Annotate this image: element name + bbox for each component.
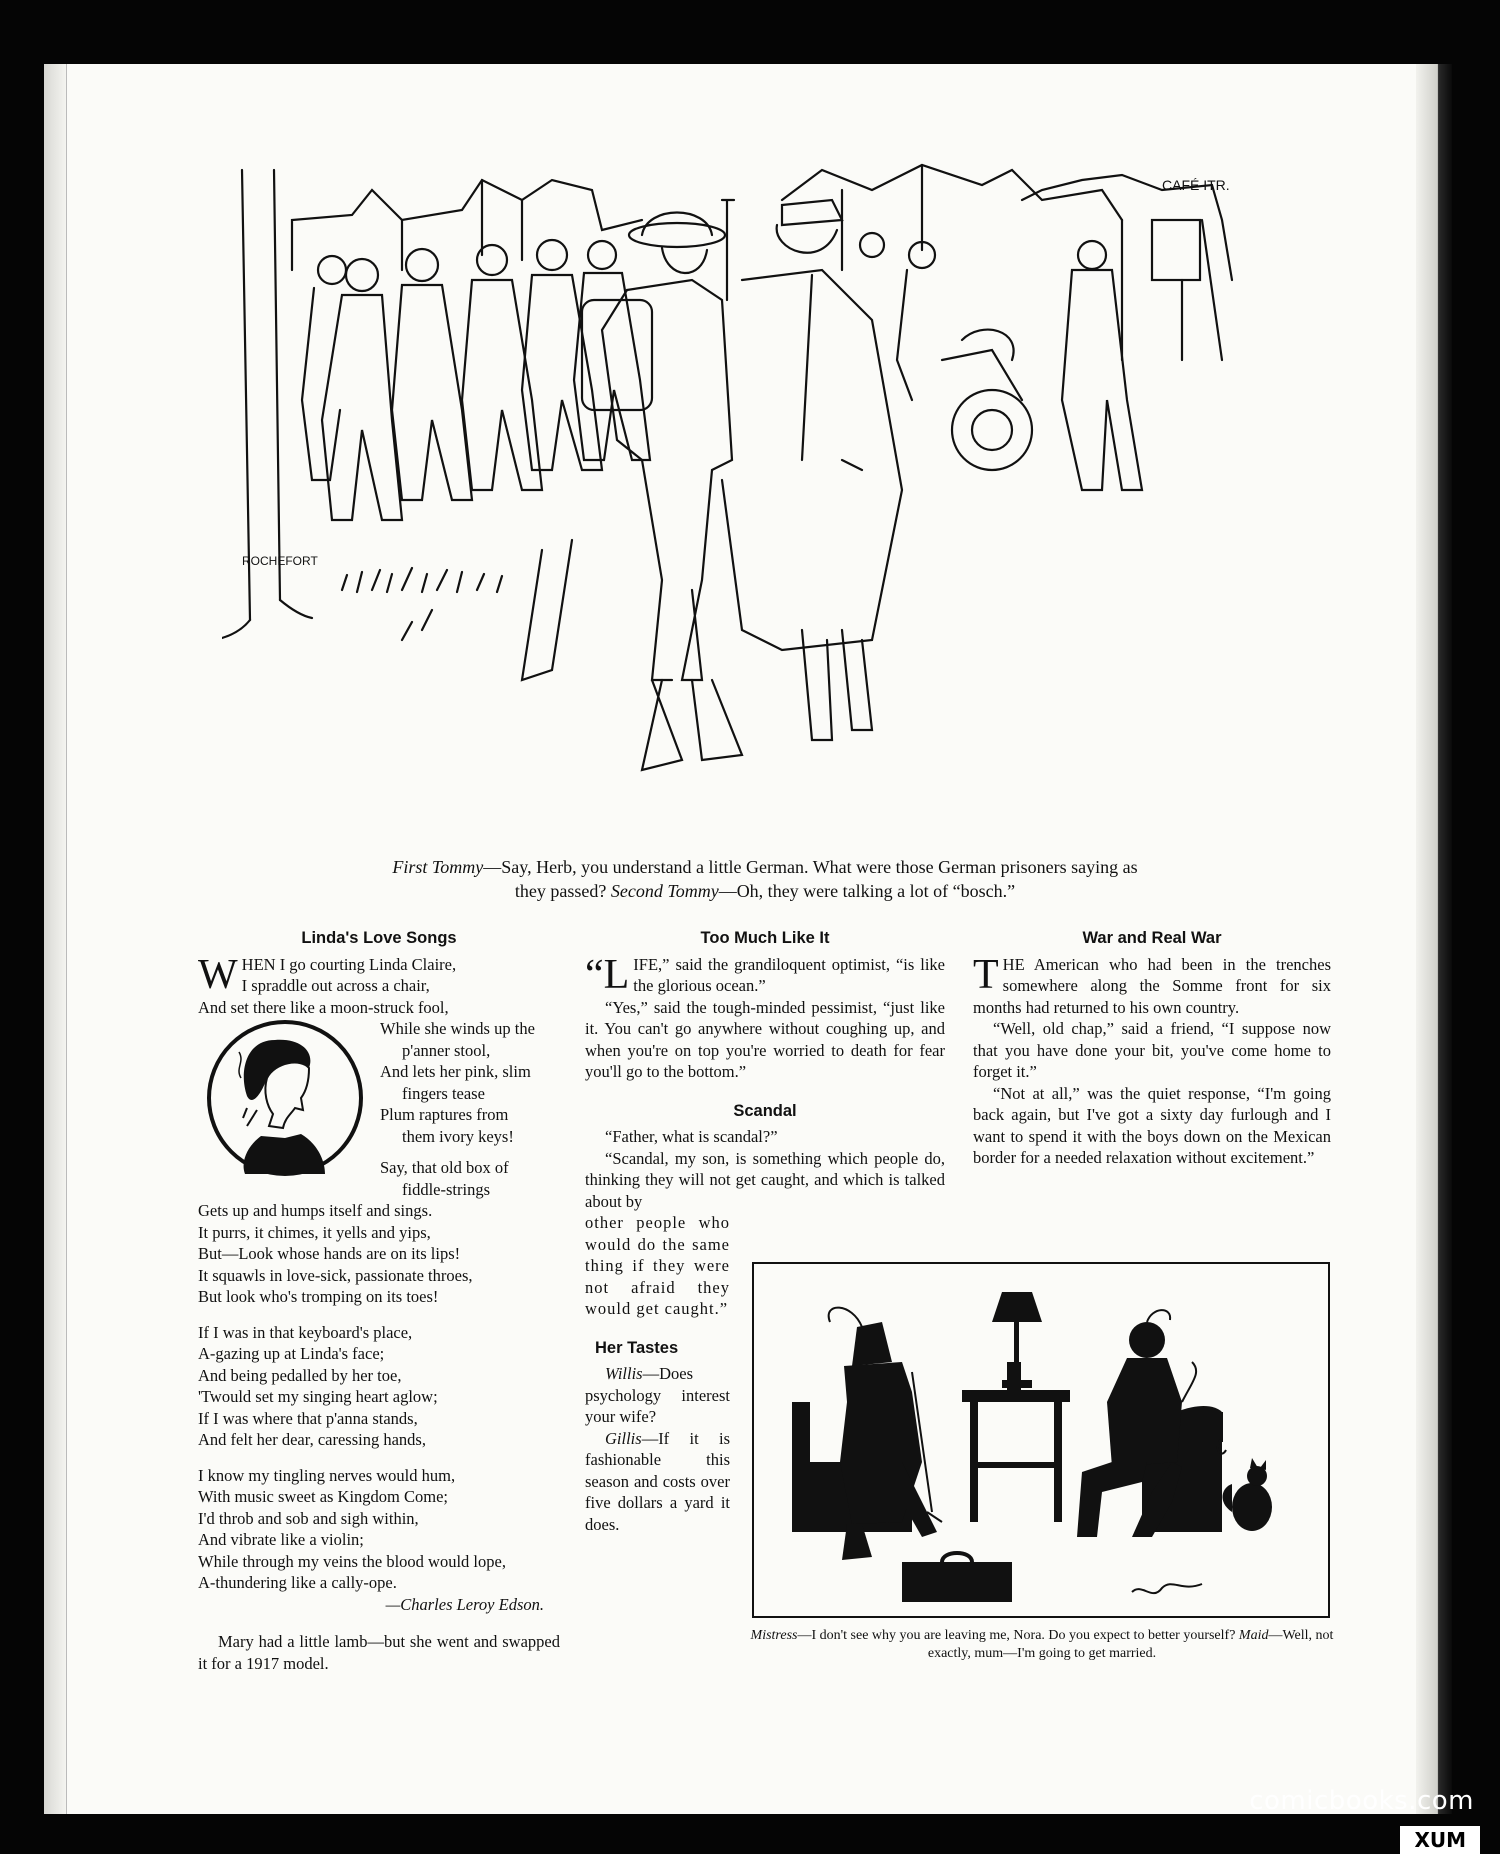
silhouette-caption — [748, 1627, 1336, 1663]
site-watermark: comicbooks.com — [1249, 1786, 1474, 1816]
stanza-line: But look who's tromping on its toes! — [198, 1287, 439, 1306]
stanza-line: I know my tingling nerves would hum, — [198, 1465, 456, 1485]
war-dropcap: T — [973, 951, 999, 998]
stanza-line: And vibrate like a violin; — [198, 1530, 364, 1549]
linda-wrap-2: p'anner stool, — [402, 1040, 491, 1060]
linda-wrap-3: And lets her pink, slim — [380, 1062, 531, 1081]
war-and-real-war-column — [973, 928, 1331, 1169]
mistress-speaker: Mistress — [750, 1628, 798, 1643]
linda-wrap-4: fingers tease — [402, 1083, 485, 1103]
her-tastes-para-2 — [585, 1428, 730, 1536]
caption-segment: Second Tommy — [610, 881, 719, 901]
cartoon-caption — [200, 855, 1330, 903]
caption-segment: —Say, Herb, you understand a little German. What were those German prisoners saying as — [483, 857, 1138, 877]
too-much-para-2: “Yes,” said the tough-minded pessimist, “just like it. You can't go anywhere without coughing up, and when you're on top you're worried to death for fear you'll go to the bottom.” — [585, 997, 945, 1081]
willis-speaker: Willis — [605, 1364, 643, 1383]
cartoon-signature: ROCHEFORT — [242, 554, 318, 568]
stanza-line: A-gazing up at Linda's face; — [198, 1344, 385, 1363]
stanza-line: 'Twould set my singing heart aglow; — [198, 1387, 438, 1406]
linda-stanza-3 — [198, 1465, 560, 1594]
cartoon-caption-line-1 — [200, 855, 1330, 879]
linda-wrap-5: Plum raptures from — [380, 1105, 509, 1124]
stanza-line: If I was in that keyboard's place, — [198, 1322, 413, 1342]
linda-title: Linda's Love Songs — [301, 929, 457, 947]
stanza-line: If I was where that p'anna stands, — [198, 1408, 418, 1428]
caption-segment: they passed? — [514, 881, 611, 901]
stanza-line: And being pedalled by her toe, — [198, 1365, 402, 1385]
linda-line-1: HEN I go courting Linda Claire, — [241, 954, 457, 974]
stanza-line: It squawls in love-sick, passionate throes, — [198, 1265, 473, 1285]
too-much-dropcap: “L — [585, 951, 630, 998]
stanza-line: While through my veins the blood would lope, — [198, 1551, 506, 1571]
war-para-3: “Not at all,” was the quiet response, “I'm going back again, but I've got a sixty day furlough and I want to spend it with the boys down on the Mexican border for a needed relaxation without excitement.” — [973, 1083, 1331, 1167]
scandal-para-1: “Father, what is scandal?” — [605, 1127, 778, 1146]
scan-badge: XUM — [1400, 1826, 1480, 1854]
maid-line: —Well, not exactly, mum—I'm going to get married. — [927, 1628, 1334, 1661]
her-tastes-title: Her Tastes — [595, 1338, 679, 1357]
stanza-line: But—Look whose hands are on its lips! — [198, 1244, 461, 1263]
linda-wrap-1: While she winds up the — [380, 1019, 535, 1038]
war-title: War and Real War — [1082, 929, 1222, 947]
her-tastes-para-1 — [585, 1363, 730, 1428]
linda-wrap-7: Say, that old box of — [380, 1158, 509, 1177]
stanza-line: It purrs, it chimes, it yells and yips, — [198, 1222, 431, 1242]
linda-wrap-6: them ivory keys! — [402, 1126, 514, 1146]
linda-author: —Charles Leroy Edson. — [385, 1594, 544, 1614]
mistress-maid-silhouette-illustration — [752, 1262, 1330, 1618]
woman-portrait-medallion — [205, 1018, 365, 1178]
cafe-sign-text: CAFÉ ITR. — [1162, 177, 1230, 193]
scandal-title: Scandal — [733, 1101, 797, 1120]
linda-stanza-1 — [198, 1200, 560, 1308]
linda-line-2: I spraddle out across a chair, — [241, 976, 430, 995]
soldiers-cartoon-illustration — [222, 160, 1332, 850]
too-much-para-1: IFE,” said the grandiloquent optimist, “is like the glorious ocean.” — [633, 954, 945, 995]
scandal-para-3: other people who would do the same thing if they were not afraid they would get caught.” — [585, 1213, 730, 1318]
too-much-title: Too Much Like It — [700, 929, 830, 947]
page-binding-left — [44, 64, 67, 1814]
stanza-line: A-thundering like a cally-ope. — [198, 1573, 397, 1592]
war-para-2: “Well, old chap,” said a friend, “I suppose now that you have done your bit, you've come home to forget it.” — [973, 1019, 1331, 1081]
linda-line-3: And set there like a moon-struck fool, — [198, 997, 449, 1017]
gillis-speaker: Gillis — [605, 1428, 642, 1448]
mistress-line: —I don't see why you are leaving me, Nora. Do you expect to better yourself? — [797, 1628, 1239, 1643]
linda-dropcap: W — [198, 951, 238, 998]
linda-stanza-2 — [198, 1322, 560, 1451]
caption-segment: —Oh, they were talking a lot of “bosch.” — [718, 881, 1016, 901]
scandal-para-2: “Scandal, my son, is something which people do, thinking they will not get caught, and which is talked about by — [585, 1148, 945, 1211]
linda-wrap-8: fiddle-strings — [402, 1179, 490, 1199]
cartoon-caption-line-2 — [200, 879, 1330, 903]
willis-line: —Does psychology interest your wife? — [585, 1364, 730, 1426]
caption-segment: First Tommy — [392, 857, 484, 877]
war-para-1: HE American who had been in the trenches somewhere along the Somme front for six months had returned to his own country. — [973, 954, 1331, 1017]
page-binding-right — [1416, 64, 1452, 1814]
mary-lamb-joke: Mary had a little lamb—but she went and swapped it for a 1917 model. — [198, 1632, 560, 1673]
maid-speaker: Maid — [1238, 1628, 1269, 1643]
stanza-line: Gets up and humps itself and sings. — [198, 1201, 433, 1220]
stanza-line: With music sweet as Kingdom Come; — [198, 1487, 449, 1506]
stanza-line: And felt her dear, caressing hands, — [198, 1430, 426, 1449]
gillis-line: —If it is fashionable this season and costs over five dollars a yard it does. — [585, 1428, 730, 1534]
stanza-line: I'd throb and sob and sigh within, — [198, 1508, 419, 1528]
